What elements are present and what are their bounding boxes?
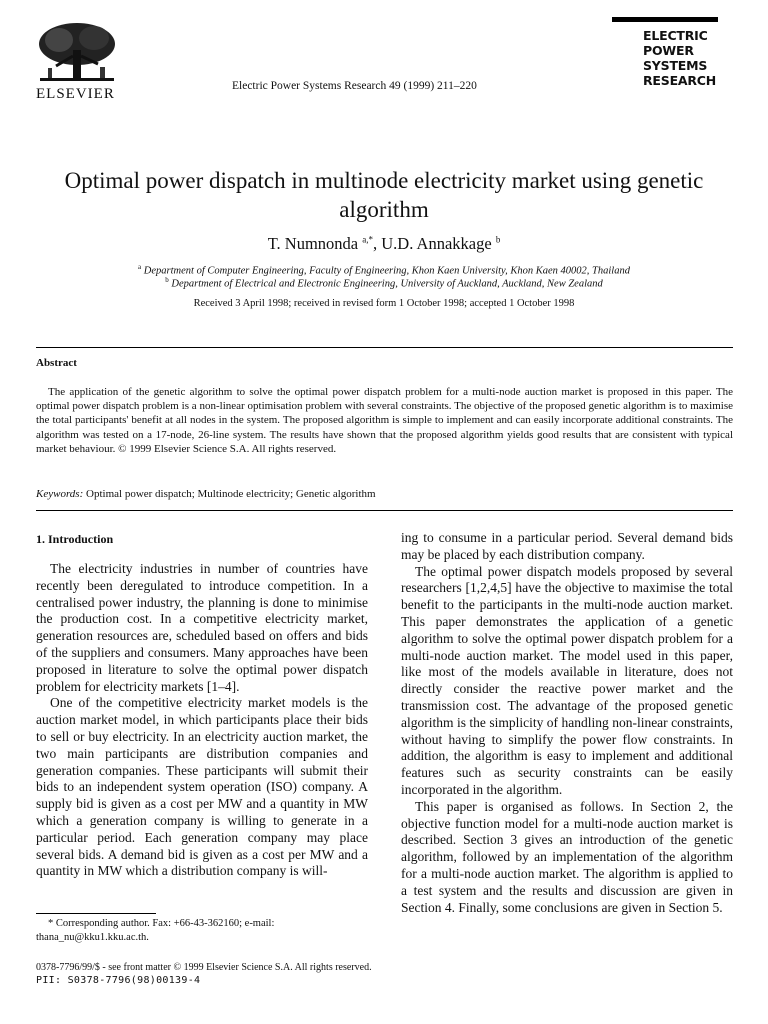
keywords-text: Optimal power dispatch; Multinode electricity; Genetic algorithm bbox=[86, 488, 376, 500]
journal-citation: Electric Power Systems Research 49 (1999) 211–220 bbox=[232, 80, 477, 92]
received-dates: Received 3 April 1998; received in revised form 1 October 1998; accepted 1 October 1998 bbox=[193, 298, 575, 309]
abstract-text: The application of the genetic algorithm to solve the optimal power dispatch problem for a multi-node auction market is proposed in this paper. The optimal power dispatch problem is a non-linear optimisation problem with several constraints. The objective of the proposed genetic algorithm is to maximise the total participants' benefit at all nodes in the system. The proposed algorithm is simple to implement and can easily incorporate additional constraints. The algorithm was tested on a 17-node, 26-line system. The results have shown that the proposed algorithm yields good results that are consistent with typical market behaviour. © 1999 Elsevier Science S.A. All rights reserved. bbox=[36, 386, 733, 455]
body-paragraph: The electricity industries in number of countries have recently been deregulated to introduce competition. In a centralised power industry, the planning is done to minimise the production cost. In a competitive electricity market, generation resources are, scheduled based on offers and bids of the suppliers and consumers. Many approaches have been proposed in literature to solve the optimal power dispatch problem for electricity markets [1–4]. bbox=[36, 561, 368, 694]
keywords bbox=[36, 488, 376, 500]
article-title: Optimal power dispatch in multinode electricity market using genetic algorithm bbox=[64, 168, 704, 222]
journal-logo-bar bbox=[612, 17, 718, 22]
body-paragraph: The optimal power dispatch models proposed by several researchers [1,2,4,5] have the objective to maximise the total benefit to the participants in the multi-node auction market. This paper demonstrates the application of a genetic algorithm to solve the optimal power dispatch problem for a multi-node auction market. The model used in this paper, like most of the models available in literature, does not directly consider the reactive power market and the transmission cost. The advantage of the proposed genetic algorithm is the simplicity of handling non-linear constraints, without having to simplify the power flow constraints. In addition, the algorithm is easy to implement and additional features such as security constraints can be easily incorporated in the algorithm. bbox=[401, 563, 733, 797]
journal-logo-line: RESEARCH bbox=[643, 73, 717, 88]
footer-pii: PII: S0378-7796(98)00139-4 bbox=[36, 975, 201, 986]
affiliation bbox=[0, 276, 768, 290]
journal-logo-line: POWER bbox=[643, 43, 694, 58]
affiliation-text: Department of Computer Engineering, Faculty of Engineering, Khon Kaen University, Khon Kaen 40002, Thailand bbox=[143, 265, 630, 277]
left-column bbox=[36, 561, 368, 880]
journal-logo-line: SYSTEMS bbox=[643, 58, 708, 73]
right-column bbox=[401, 530, 733, 916]
author-name: T. Numnonda bbox=[267, 234, 359, 253]
affiliation bbox=[0, 263, 768, 277]
divider bbox=[36, 347, 733, 348]
publisher-name: ELSEVIER bbox=[36, 86, 115, 102]
footnote: * Corresponding author. Fax: +66-43-362160; e-mail: thana_nu@kku1.kku.ac.th. bbox=[36, 918, 275, 943]
journal-logo bbox=[612, 17, 718, 92]
body-paragraph-continued: ing to consume in a particular period. Several demand bids may be placed by each distribution company. bbox=[401, 530, 733, 562]
footnote-divider bbox=[36, 913, 156, 914]
author-list bbox=[0, 234, 768, 254]
body-paragraph: This paper is organised as follows. In Section 2, the objective function model for a multi-node auction market is described. Section 3 gives an introduction of the genetic algorithm, followed by an implementation of the algorithm for a multi-node auction market. The algorithm is applied to a test system and the results and discussion are given in Section 4. Finally, some conclusions are given in Section 5. bbox=[401, 798, 733, 915]
affiliation-mark: b bbox=[165, 276, 169, 284]
journal-logo-line: ELECTRIC bbox=[643, 28, 708, 43]
footer-copyright: 0378-7796/99/$ - see front matter © 1999 Elsevier Science S.A. All rights reserved. bbox=[36, 962, 372, 973]
affiliation-text: Department of Electrical and Electronic Engineering, University of Auckland, Auckland, New Zealand bbox=[171, 278, 603, 290]
author-separator: , bbox=[373, 234, 382, 253]
abstract-heading: Abstract bbox=[36, 357, 77, 369]
divider bbox=[36, 510, 733, 511]
author-marks: a,* bbox=[362, 234, 373, 245]
body-paragraph: One of the competitive electricity market models is the auction market model, in which participants place their bids to sell or buy electricity. In an electricity auction market, the two main participants are distribution companies and generation companies. These participants will submit their bids to an independent system operation (ISO) company. A supply bid is given as a cost per MW and a quantity in MW which a generation company is willing to generate in a particular period. Each generation company may place several bids. A demand bid is given as a cost per MW and a quantity in MW which a distribution company is will- bbox=[36, 695, 368, 879]
affiliation-mark: a bbox=[138, 263, 142, 271]
author-name: U.D. Annakkage bbox=[381, 234, 492, 253]
keywords-label: Keywords: bbox=[36, 488, 84, 500]
author-marks: b bbox=[495, 234, 501, 245]
section-heading: 1. Introduction bbox=[36, 532, 114, 546]
